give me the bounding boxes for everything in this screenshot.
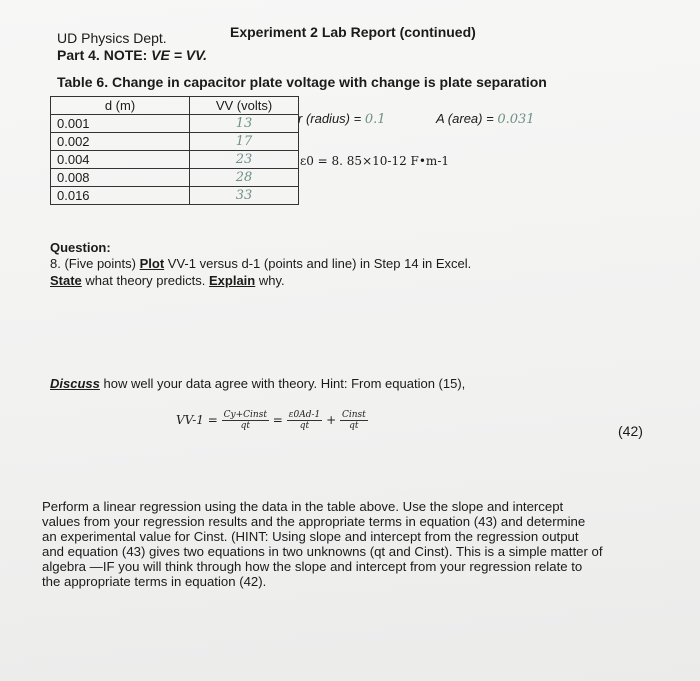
fraction-3-den: qt [349, 421, 359, 431]
fraction-3 [340, 410, 368, 431]
cell-d: 0.008 [51, 169, 190, 187]
question-line-1 [50, 256, 471, 271]
table-row [51, 133, 299, 151]
area-value: 0.031 [497, 112, 535, 127]
discuss-line [50, 376, 465, 391]
instructions-paragraph [42, 499, 698, 589]
fraction-2-den: qt [299, 421, 310, 431]
note-label: NOTE: [103, 47, 148, 63]
paragraph-line: an experimental value for Cinst. (HINT: Using slope and intercept from the regression output [42, 529, 579, 544]
explain-word: Explain [209, 273, 256, 288]
cell-d: 0.004 [51, 151, 190, 169]
radius-label: r (radius) = [298, 111, 362, 126]
cell-v: 23 [190, 151, 299, 169]
col-header-d: d (m) [51, 97, 190, 115]
note-equation: VE = VV. [151, 47, 208, 63]
dept-label: UD Physics Dept. [57, 30, 167, 46]
cell-d: 0.001 [51, 115, 190, 133]
question-line-2 [50, 273, 285, 288]
area-label: A (area) = [436, 111, 494, 126]
cell-v: 17 [190, 133, 299, 151]
table-caption: Table 6. Change in capacitor plate voltage with change is plate separation [57, 74, 547, 90]
equation-plus: + [326, 413, 337, 427]
part-label: Part 4. [57, 47, 100, 63]
state-word: State [50, 273, 82, 288]
table-row [51, 169, 299, 187]
col-header-v: VV (volts) [190, 97, 299, 115]
question-number: 8. (Five points) [50, 256, 136, 271]
table-row [51, 115, 299, 133]
epsilon-constant: ε0 = 8. 85×10-12 F•m-1 [300, 154, 450, 168]
discuss-text: how well your data agree with theory. Hint: From equation (15), [103, 376, 466, 391]
paragraph-line: Perform a linear regression using the data in the table above. Use the slope and intercept [42, 499, 564, 514]
cell-v: 13 [190, 115, 299, 133]
equation-equals: = [272, 413, 283, 427]
area-line [436, 111, 535, 127]
plot-word: Plot [139, 256, 165, 271]
paragraph-line: the appropriate terms in equation (42). [42, 574, 267, 589]
fraction-2 [287, 410, 323, 431]
table-header-row [51, 97, 299, 115]
paragraph-line: algebra —IF you will think through how the slope and intercept from your regression relate to [42, 559, 583, 574]
question-line-2-end: why. [258, 273, 285, 288]
cell-d: 0.002 [51, 133, 190, 151]
question-line-2-text: what theory predicts. [85, 273, 206, 288]
data-table [50, 96, 299, 205]
radius-value: 0.1 [364, 112, 386, 127]
equation-lhs: VV-1 = [176, 413, 218, 427]
table-row [51, 151, 299, 169]
discuss-word: Discuss [50, 376, 100, 391]
fraction-1-den: qt [240, 421, 250, 431]
cell-v: 28 [190, 169, 299, 187]
paragraph-line: and equation (43) gives two equations in two unknowns (qt and Cinst). This is a simple matter of [42, 544, 603, 559]
equation-42 [176, 410, 368, 431]
paragraph-line: values from your regression results and the appropriate terms in equation (43) and determine [42, 514, 586, 529]
report-title: Experiment 2 Lab Report (continued) [230, 24, 476, 40]
fraction-1-num: Cy+Cinst [223, 410, 267, 420]
fraction-1 [222, 410, 269, 431]
cell-v: 33 [190, 187, 299, 205]
part-line [57, 47, 207, 63]
question-heading: Question: [50, 240, 111, 255]
question-line-1-text: VV-1 versus d-1 (points and line) in Step 14 in Excel. [167, 256, 472, 271]
radius-line [298, 111, 386, 127]
fraction-2-num: ε0Ad-1 [288, 410, 321, 420]
table-row [51, 187, 299, 205]
fraction-3-num: Cinst [341, 410, 366, 420]
cell-d: 0.016 [51, 187, 190, 205]
equation-number: (42) [618, 423, 643, 439]
